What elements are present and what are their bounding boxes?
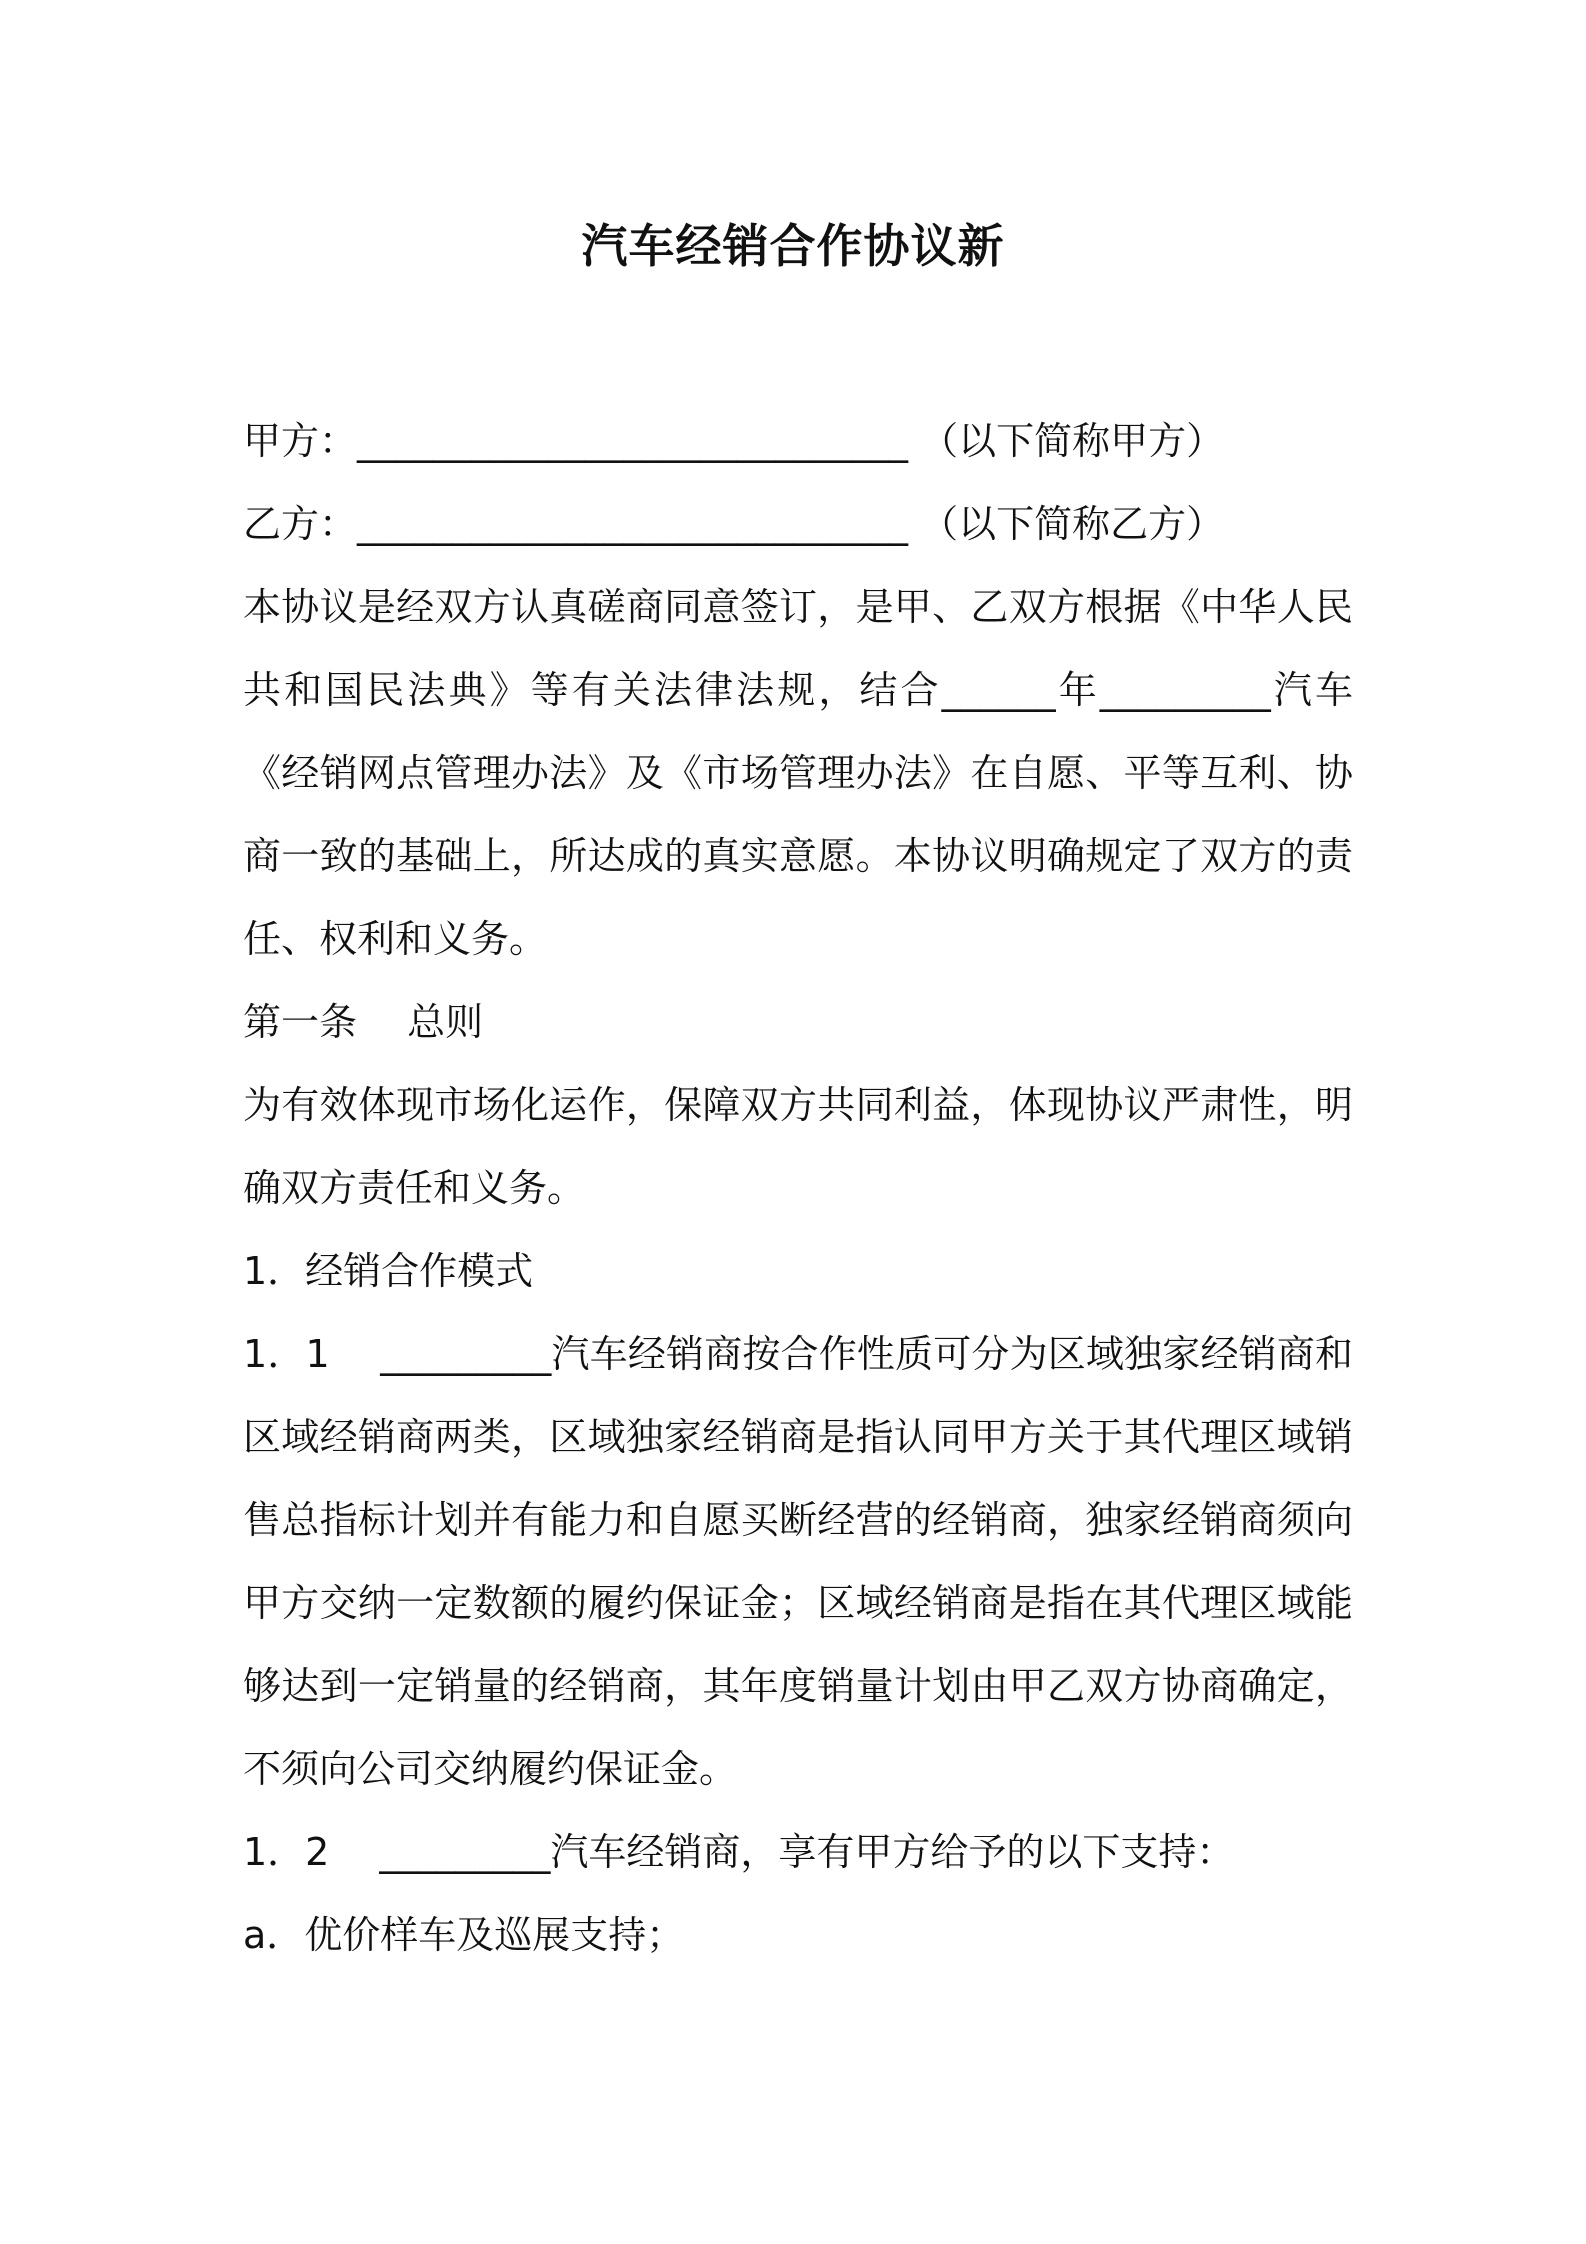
- party-b-line: 乙方：_____________________________ （以下简称乙方）: [243, 502, 1225, 546]
- section-1-2-line: 1．2 _________汽车经销商，享有甲方给予的以下支持：: [243, 1830, 1235, 1874]
- document-title: 汽车经销合作协议新: [581, 219, 1005, 273]
- article-1-paragraph: 为有效体现市场化运作，保障双方共同利益，体现协议严肃性，明确双方责任和义务。: [243, 1083, 1353, 1210]
- item-a-line: a．优价样车及巡展支持；: [243, 1913, 685, 1957]
- party-a-line: 甲方：_____________________________ （以下简称甲方）: [243, 419, 1225, 463]
- intro-paragraph: 本协议是经双方认真磋商同意签订，是甲、乙双方根据《中华人民共和国民法典》等有关法律法规，结合______年_________汽车《经销网点管理办法》及《市场管理办法》在自愿、平等互利、协商一致的基础上，所达成的真实意愿。本协议明确规定了双方的责任、权利和义务。: [243, 585, 1353, 961]
- document-body: [243, 400, 1353, 1977]
- article-1-heading: 第一条 总则: [243, 1000, 484, 1044]
- section-1-heading: 1．经销合作模式: [243, 1249, 534, 1293]
- section-1-1-paragraph: 1．1 _________汽车经销商按合作性质可分为区域独家经销商和区域经销商两类，区域独家经销商是指认同甲方关于其代理区域销售总指标计划并有能力和自愿买断经营的经销商，独家经销商须向甲方交纳一定数额的履约保证金；区域经销商是指在其代理区域能够达到一定销量的经销商，其年度销量计划由甲乙双方协商确定，不须向公司交纳履约保证金。: [243, 1332, 1353, 1791]
